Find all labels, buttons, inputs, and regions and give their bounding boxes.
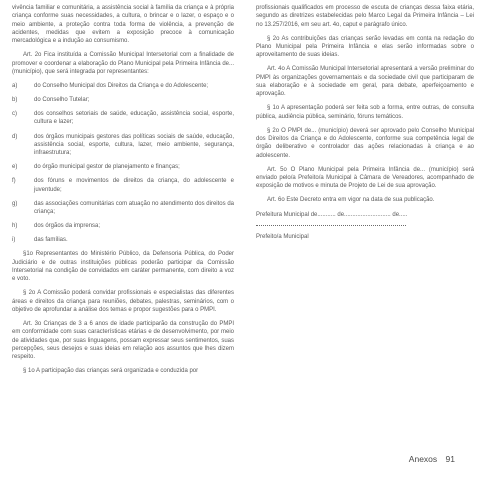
paragraph-3-2: § 2o As contribuições das crianças serão levadas em conta na redação do Plano Municipal pela Primeira Infância e elas serão informadas sobre o aproveitamento de suas ideias.: [256, 35, 474, 59]
signature-title: Prefeito/a Municipal: [256, 233, 309, 240]
list-item-text: dos órgãos da imprensa;: [34, 223, 101, 230]
list-item-text: do órgão municipal gestor de planejamento e finanças;: [34, 164, 180, 171]
list-item: [12, 222, 234, 230]
article-2: Art. 2o Fica instituída a Comissão Municipal Intersetorial com a finalidade de promover e coordenar a elaboração do Plano Municipal pela Primeira Infância de... (município), que será integrada por representantes:: [12, 52, 234, 75]
list-item-marker: f): [12, 178, 16, 185]
page-number: 91: [445, 454, 455, 464]
list-item-text: das famílias.: [34, 237, 68, 244]
paragraph-2: § 2o A Comissão poderá convidar profissionais e especialistas das diferentes áreas e direitos da criança para reuniões, debates, palestras, seminários, com o objetivo de aprofundar a análise dos temas e propor sugestões para o PMPI.: [12, 290, 234, 313]
list-item: [12, 177, 234, 194]
paragraph-3-1: § 1o A participação das crianças será organizada e conduzida por: [23, 368, 199, 375]
paragraph: vivência familiar e comunitária, a assistência social à família da criança e à própria criança conforme suas necessidades, a cultura, o brincar e o lazer, o espaço e o meio ambiente, a proteção contra toda forma de violência, a prevenção de acidentes, medidas que evitem a exposição precoce à comunicação mercadológica e a indução ao consumismo.: [12, 5, 234, 45]
list-item: [12, 200, 234, 217]
list-item: [12, 82, 234, 90]
article-3: Art. 3o Crianças de 3 a 6 anos de idade participarão da construção do PMPI em conformidade com suas características etárias e de desenvolvimento, por meio de atividades que, por suas linguagens, possam expressar seus sentimentos, suas percepções, seus desejos e suas ideias em relação aos assuntos que lhes dizem respeito.: [12, 320, 234, 361]
list-item-text: do Conselho Tutelar;: [34, 97, 90, 104]
list-item-text: dos conselhos setoriais de saúde, educação, assistência social, esporte, cultura e lazer;: [34, 111, 234, 126]
list-item-marker: e): [12, 164, 18, 171]
list-item-text: dos fóruns e movimentos de direitos da criança, do adolescente e juventude;: [34, 178, 234, 193]
list-item-marker: b): [12, 97, 18, 104]
representatives-list: [12, 82, 234, 245]
list-item-marker: a): [12, 82, 18, 89]
paragraph-4-1: § 1o A apresentação poderá ser feita sob a forma, entre outras, de consulta pública, audiência pública, seminário, fóruns temáticos.: [256, 105, 474, 120]
signature-rule: [256, 225, 406, 226]
paragraph: profissionais qualificados em processo de escuta de crianças dessa faixa etária, segundo as diretrizes estabelecidas pelo Marco Legal da Primeira Infância – Lei no 13.257/2016, em seu art. 4o, caput e parágrafo único.: [256, 5, 474, 28]
article-6: Art. 6o Este Decreto entra em vigor na data de sua publicação.: [267, 197, 435, 204]
left-column: [12, 4, 234, 381]
article-4: Art. 4o A Comissão Municipal Intersetorial apresentará a versão preliminar do PMPI às organizações governamentais e da sociedade civil que participaram de sua elaboração e à sociedade em geral, para debate, aperfeiçoamento e aprovação.: [256, 66, 474, 98]
page-footer: [403, 454, 455, 464]
signature-line: Prefeitura Municipal de........... de............................ de.....: [256, 211, 408, 218]
paragraph-4-2: § 2o O PMPI de... (município) deverá ser aprovado pelo Conselho Municipal dos Direitos da Criança e do Adolescente, conforme sua competência legal de órgão deliberativo e controlador das ações relacionadas à criança e ao adolescente.: [256, 127, 474, 159]
list-item-marker: d): [12, 133, 18, 140]
list-item: [12, 110, 234, 127]
list-item: [12, 133, 234, 158]
list-item-text: dos órgãos municipais gestores das políticas sociais de saúde, educação, assistência social, esporte, cultura, lazer, meio ambiente, segurança, infraestrutura;: [34, 133, 234, 157]
article-5: Art. 5o O Plano Municipal pela Primeira Infância de... (município) será enviado pelo/a Prefeito/a Municipal à Câmara de Vereadores, acompanhado de exposição de motivos e minuta de Projeto de Lei de sua aprovação.: [256, 166, 474, 190]
list-item-text: das associações comunitárias com atuação no atendimento dos direitos da criança;: [34, 200, 234, 216]
list-item: [12, 96, 234, 104]
right-column: [256, 4, 474, 247]
footer-section: Anexos: [408, 454, 438, 464]
list-item-marker: h): [12, 223, 18, 230]
paragraph-1: §1o Representantes do Ministério Público, da Defensoria Pública, do Poder Judiciário e de outras instituições públicas poderão participar da Comissão Intersetorial na condição de convidados em caráter permanente, com direito a voz e voto.: [12, 251, 234, 283]
list-item: [12, 163, 234, 171]
list-item-text: do Conselho Municipal dos Direitos da Criança e do Adolescente;: [34, 82, 209, 89]
list-item: [12, 236, 234, 244]
list-item-marker: g): [12, 200, 18, 207]
list-item-marker: i): [12, 237, 16, 244]
list-item-marker: c): [12, 111, 17, 118]
